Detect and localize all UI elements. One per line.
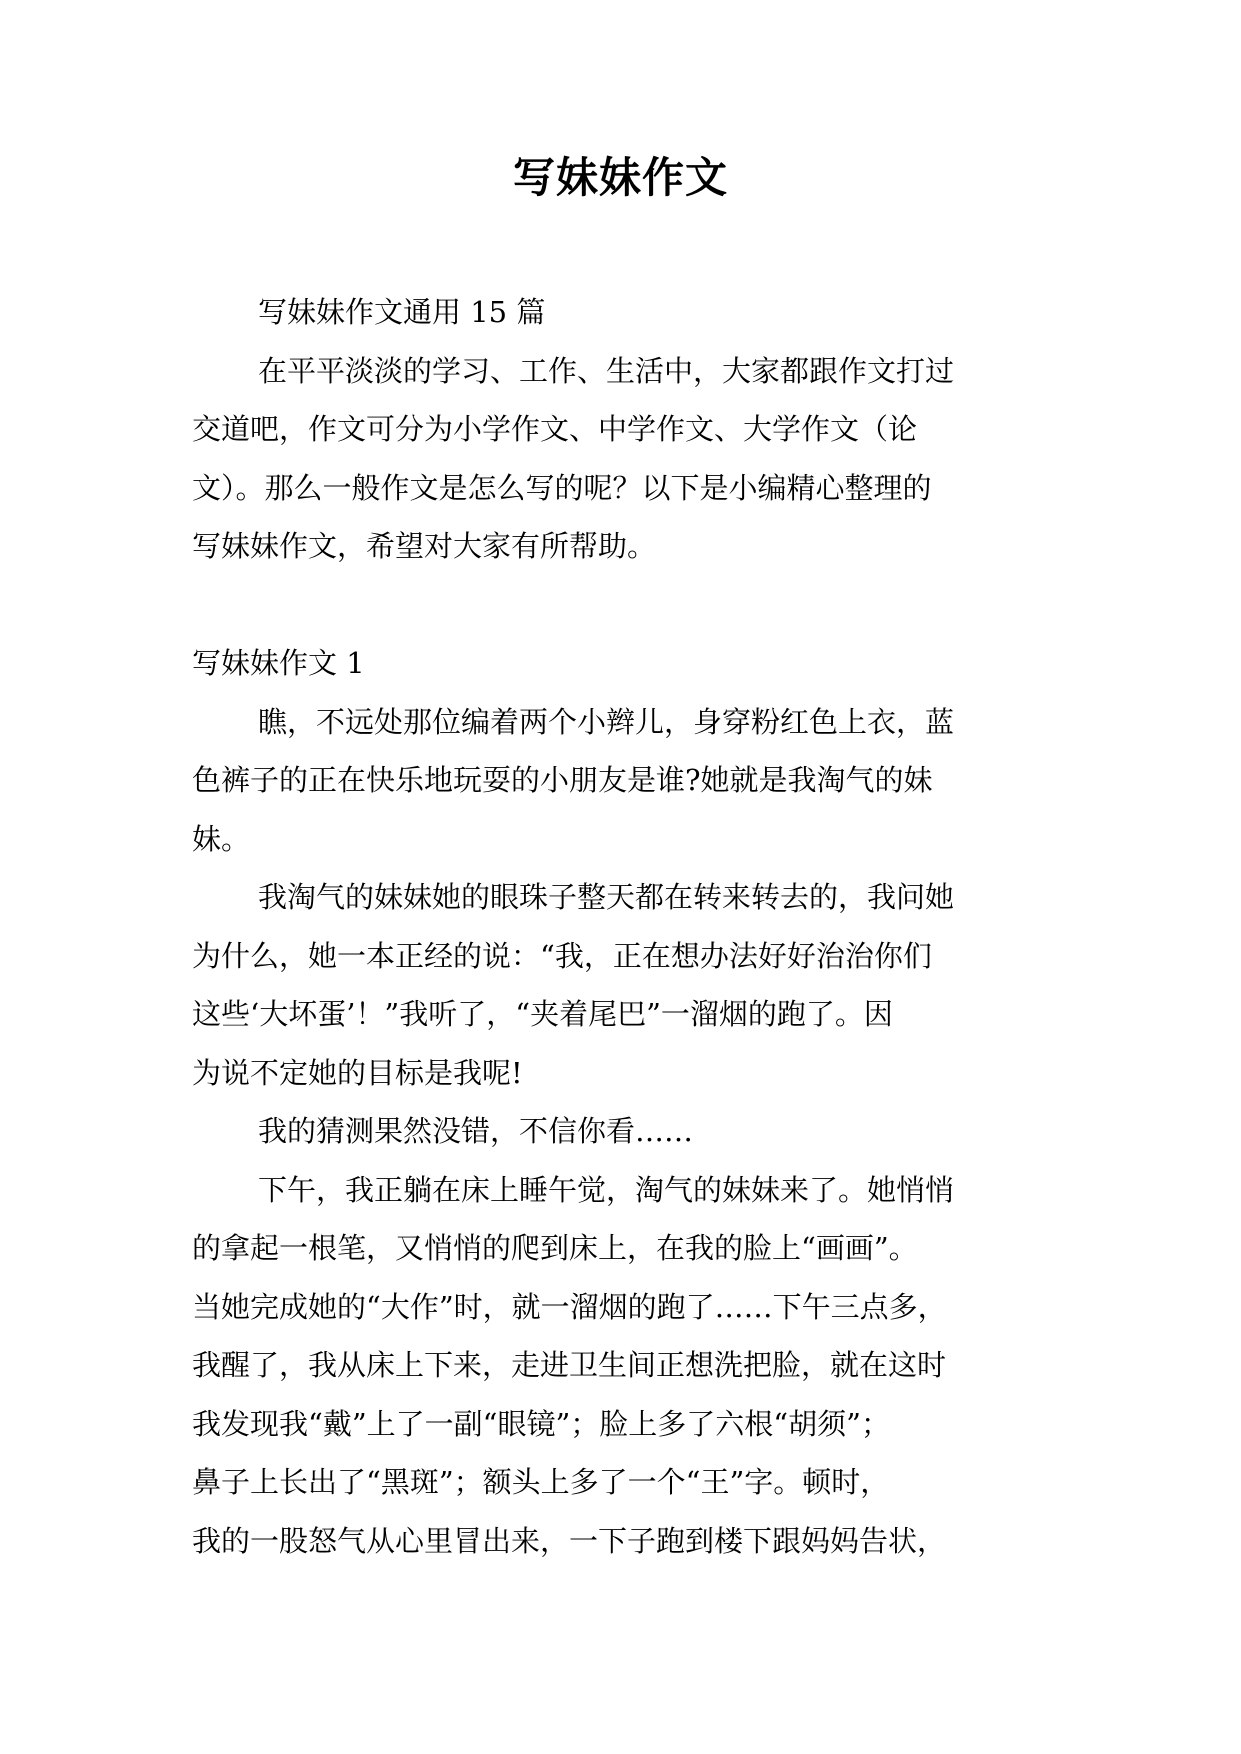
intro-line: 交道吧，作文可分为小学作文、中学作文、大学作文（论 <box>192 412 918 446</box>
paragraph-line: 妹。 <box>192 821 251 856</box>
paragraph-line: 我淘气的妹妹她的眼珠子整天都在转来转去的，我问她 <box>258 880 955 914</box>
paragraph-line: 瞧，不远处那位编着两个小辫儿，身穿粉红色上衣，蓝 <box>258 704 955 739</box>
paragraph-line: 鼻子上长出了“黑斑”；额头上多了一个“王”字。顿时， <box>192 1465 890 1499</box>
paragraph-3 <box>192 1102 1052 1161</box>
paragraph-line: 我发现我“戴”上了一副“眼镜”；脸上多了六根“胡须”； <box>192 1406 890 1441</box>
paragraph-line: 下午，我正躺在床上睡午觉，淘气的妹妹来了。她悄悄 <box>258 1172 955 1207</box>
paragraph-line: 的拿起一根笔，又悄悄的爬到床上，在我的脸上“画画”。 <box>192 1231 918 1265</box>
paragraph-2 <box>192 868 1052 1102</box>
subtitle-line: 写妹妹作文通用 15 篇 <box>258 295 546 329</box>
paragraph-1 <box>192 693 1052 869</box>
intro-line: 写妹妹作文，希望对大家有所帮助。 <box>192 529 657 563</box>
paragraph-line: 为什么，她一本正经的说：“我，正在想办法好好治治你们 <box>192 938 932 973</box>
paragraph-line: 当她完成她的“大作”时，就一溜烟的跑了……下午三点多， <box>192 1289 947 1324</box>
paragraph-line: 我的猜测果然没错，不信你看…… <box>258 1114 694 1148</box>
paragraph-4 <box>192 1161 1052 1571</box>
paragraph-line: 色裤子的正在快乐地玩耍的小朋友是谁?她就是我淘气的妹 <box>192 763 933 797</box>
paragraph-gap <box>192 576 1052 635</box>
paragraph-line: 这些‘大坏蛋’！”我听了，“夹着尾巴”一溜烟的跑了。因 <box>192 997 893 1031</box>
document-title: 写妹妹作文 <box>512 153 728 202</box>
paragraph-line: 我醒了，我从床上下来，走进卫生间正想洗把脸，就在这时 <box>192 1348 947 1382</box>
intro-line: 在平平淡淡的学习、工作、生活中，大家都跟作文打过 <box>258 353 955 388</box>
intro-line: 文）。那么一般作文是怎么写的呢？以下是小编精心整理的 <box>192 470 932 505</box>
paragraph-line: 为说不定她的目标是我呢! <box>192 1055 523 1090</box>
section-heading <box>192 634 1052 693</box>
section-heading-text: 写妹妹作文 1 <box>192 646 365 680</box>
document-body <box>192 283 1052 1570</box>
document-subtitle <box>192 283 1052 342</box>
paragraph-line: 我的一股怒气从心里冒出来，一下子跑到楼下跟妈妈告状， <box>192 1523 947 1558</box>
intro-paragraph <box>192 342 1052 576</box>
